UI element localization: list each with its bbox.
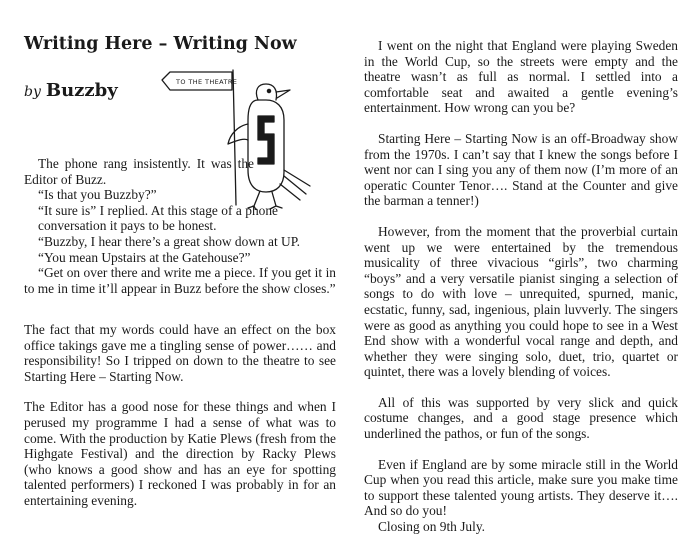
intro-line-3: “It sure is” I replied. At this stage of a phone conversation it pays to be honest. <box>38 202 278 234</box>
bird-eye <box>267 89 270 92</box>
bird-wing <box>228 124 248 144</box>
intro-line-2: “Is that you Buzzby?” <box>38 187 157 203</box>
intro-line-4: “Buzzby, I hear there’s a great show down at UP. <box>38 233 301 249</box>
intro-line-5: “You mean Upstairs at the Gatehouse?” <box>38 249 251 265</box>
left-paragraph-2: The fact that my words could have an effect on the box office takings gave me a tingling sense of power…… and responsibility! So I tripped on down to the theatre to see Starting Here – Starting Now. <box>24 322 336 384</box>
right-paragraph-2: Starting Here – Starting Now is an off-Broadway show from the 1970s. I can’t say that I knew the songs before I went nor can I sing you any of them now (I’m more of an operatic Counter Tenor…. Stand at the Counter and give the barman a tenner!) <box>364 130 678 209</box>
left-paragraph-3: The Editor has a good nose for these things and when I perused my programme I had a sense of what was to come. With the production by Katie Plews (fresh from the Highgate Festival) and the direction by Racky Plews (who knows a good show and has an eye for spotting talented performers) I reckoned I was probably in for an entertaining evening. <box>24 399 336 508</box>
bird-head <box>256 84 276 100</box>
bird-beak <box>276 90 290 98</box>
byline <box>24 80 118 101</box>
right-column <box>364 38 678 535</box>
right-paragraph-3: However, from the moment that the proverbial curtain went up we were entertained by the tremendous musicality of three vivacious “girls”, two charming “boys” and a very versatile pianist singing a selection of songs to do with love – unrequited, spurned, manic, ecstatic, funny, sad, ingenious, plain luvverly. The singers were as good as anything you could hope to see in a West End show with a wonderful vocal range and depth, and whether they were singing solo, duet, trio, quartet or quintet, there was a lovely blending of voices. <box>364 223 678 380</box>
signpost-text: TO THE THEATRE <box>176 78 238 86</box>
right-paragraph-1: I went on the night that England were playing Sweden in the World Cup, so the streets were empty and the theatre wasn’t as full as normal. I settled into a comfortable seat and awaited a gentle evening’s entertainment. How wrong can you be? <box>364 38 678 116</box>
article-title: Writing Here – Writing Now <box>24 34 297 54</box>
right-paragraph-4: All of this was supported by very slick and quick costume changes, and a good stage presence which underlined the pathos, or fun of the songs. <box>364 394 678 442</box>
intro-line-6: “Get on over there and write me a piece. If you get it in to me in time it’ll appear in Buzz before the show closes.” <box>24 265 336 296</box>
intro-line-1: The phone rang insistently. It was the Editor of Buzz. <box>24 156 254 187</box>
right-paragraph-5: Even if England are by some miracle still in the World Cup when you read this article, make sure you make time to support these talented young artists. They deserve it…. And so do you! <box>364 456 678 519</box>
left-body <box>24 322 336 509</box>
byline-by: by <box>24 84 41 100</box>
left-intro <box>24 156 336 296</box>
byline-author: Buzzby <box>45 80 118 101</box>
right-closing: Closing on 9th July. <box>378 519 486 535</box>
